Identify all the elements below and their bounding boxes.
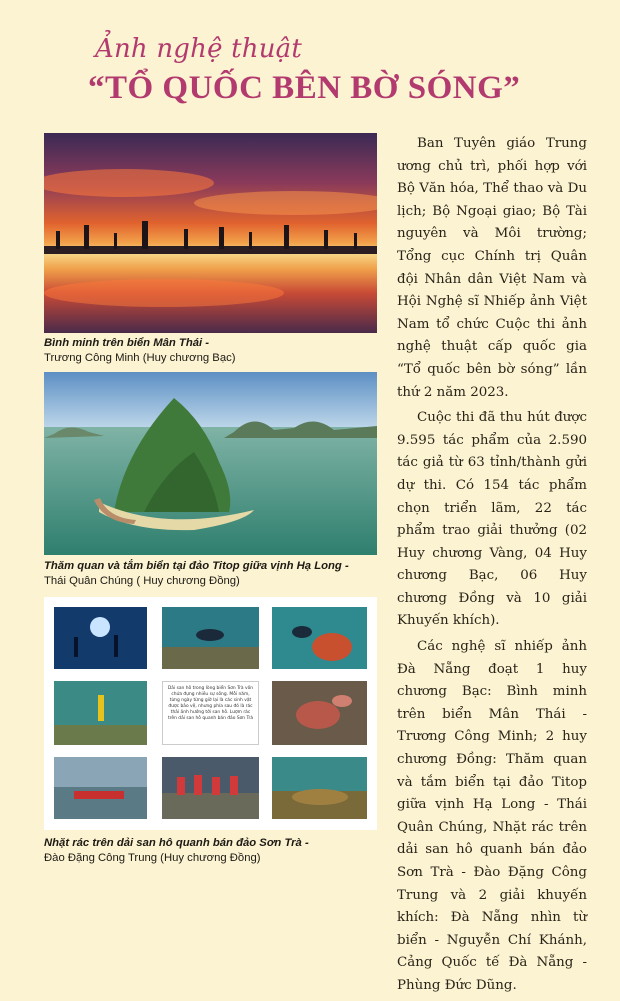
titop-photo: [44, 372, 377, 555]
caption-credit: Trương Công Minh (Huy chương Bạc): [44, 352, 236, 364]
caption-credit: Đào Đặng Công Trung (Huy chương Đồng): [44, 852, 261, 864]
sunrise-photo: [44, 133, 377, 333]
collage-inset-text: Dải san hô trong lòng biển Sơn Trà vốn chứa đựng nhiều sự sống. Mỗi năm, từng ngày từng giờ lại là các sinh vật được bảo vệ, nhưng phía sau đó là rác thải ảnh hưởng tới san hô. Lượm rác trên dải san hô quanh bán đảo Sơn Trà: [162, 681, 259, 745]
body-paragraph: Các nghệ sĩ nhiếp ảnh Đà Nẵng đoạt 1 huy chương Bạc: Bình minh trên biển Mân Thái - Trương Công Minh; 2 huy chương Đồng: Thăm quan và tắm biển tại đảo Titop giữa vịnh Hạ Long - Thái Quân Chúng, Nhặt rác trên dải san hô quanh bán đảo Sơn Trà - Đào Đặng Công Trung và 2 giải khuyến khích: Đà Nẵng nhìn từ biển - Nguyễn Chí Khánh, Cảng Quốc tế Đà Nẵng - Phùng Đức Dũng.: [397, 639, 587, 993]
collage-tile-divers: [54, 607, 147, 669]
caption-title: Nhặt rác trên dải san hô quanh bán đảo Sơn Trà -: [44, 837, 309, 849]
collage-caption: [44, 836, 377, 866]
caption-title: Thăm quan và tắm biển tại đảo Titop giữa vịnh Hạ Long -: [44, 560, 349, 572]
coral-collage: [44, 597, 377, 830]
sunrise-caption: [44, 336, 377, 366]
article-body: [397, 133, 587, 1001]
collage-tile-snorkeler: [272, 607, 367, 669]
page-title: “TỔ QUỐC BÊN BỜ SÓNG”: [88, 70, 521, 106]
collage-tile-reef-hands: [272, 681, 367, 745]
collage-tile-group: [162, 757, 259, 819]
collage-tile-diver-yellow: [54, 681, 147, 745]
titop-caption: [44, 559, 377, 589]
body-paragraph: Cuộc thi đã thu hút được 9.595 tác phẩm của 2.590 tác giả từ 63 tỉnh/thành gửi dự thi. Có 154 tác phẩm chọn triển lãm, 22 tác phẩm trao giải thưởng (02 Huy chương Vàng, 04 Huy chương Bạc, 06 Huy chương Đồng và 10 giải Khuyến khích).: [397, 410, 587, 629]
collage-tile-reef-diver: [162, 607, 259, 669]
section-kicker: Ảnh nghệ thuật: [95, 34, 303, 64]
body-paragraph: Ban Tuyên giáo Trung ương chủ trì, phối hợp với Bộ Văn hóa, Thể thao và Du lịch; Bộ Ngoại giao; Bộ Tài nguyên và Môi trường; Tổng cục Chính trị Quân đội Nhân dân Việt Nam và Hội Nghệ sĩ Nhiếp ảnh Việt Nam tổ chức Cuộc thi ảnh nghệ thuật cấp quốc gia “Tổ quốc bên bờ sóng” lần thứ 2 năm 2023.: [397, 136, 587, 400]
caption-credit: Thái Quân Chúng ( Huy chương Đồng): [44, 575, 240, 587]
collage-tile-boat: [54, 757, 147, 819]
caption-title: Bình minh trên biển Mân Thái -: [44, 337, 210, 349]
collage-tile-coral-field: [272, 757, 367, 819]
